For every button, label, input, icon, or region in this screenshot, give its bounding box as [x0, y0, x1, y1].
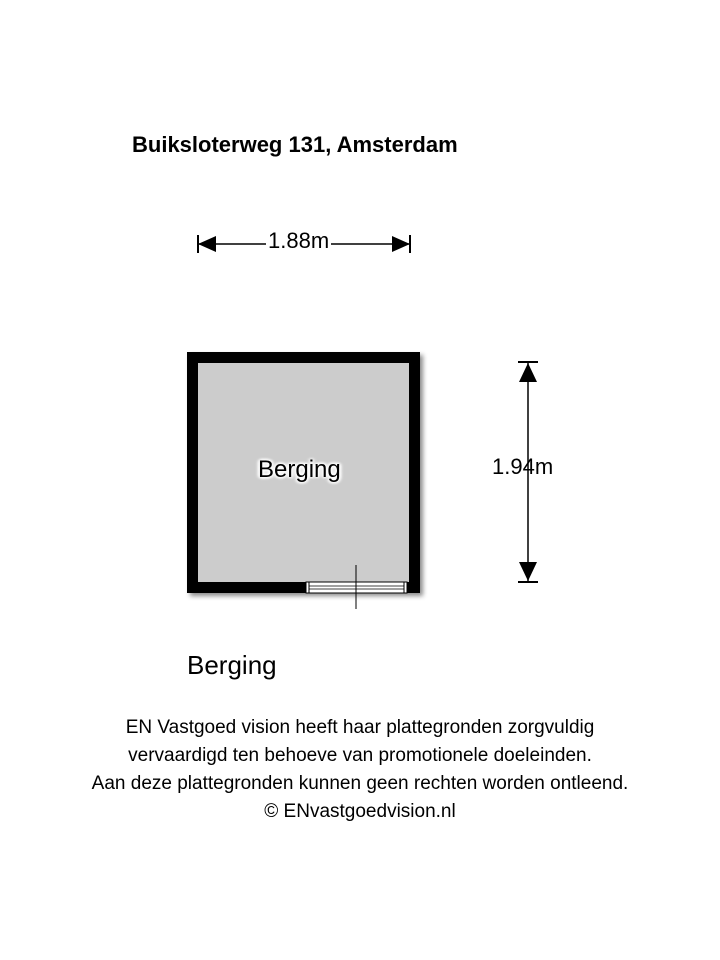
disclaimer-line: EN Vastgoed vision heeft haar plattegronden zorgvuldig: [125, 717, 595, 738]
floor-label: Berging: [187, 650, 277, 680]
disclaimer: [0, 714, 720, 826]
disclaimer-line: vervaardigd ten behoeve van promotionele doeleinden.: [128, 745, 592, 766]
copyright-line: © ENvastgoedvision.nl: [264, 801, 456, 822]
disclaimer-line: Aan deze plattegronden kunnen geen rechten worden ontleend.: [91, 773, 629, 794]
height-dimension-label: 1.94m: [492, 454, 554, 479]
width-dimension-label: 1.88m: [268, 228, 330, 253]
address-title: Buiksloterweg 131, Amsterdam: [132, 132, 458, 157]
room-label: Berging: [258, 456, 341, 483]
